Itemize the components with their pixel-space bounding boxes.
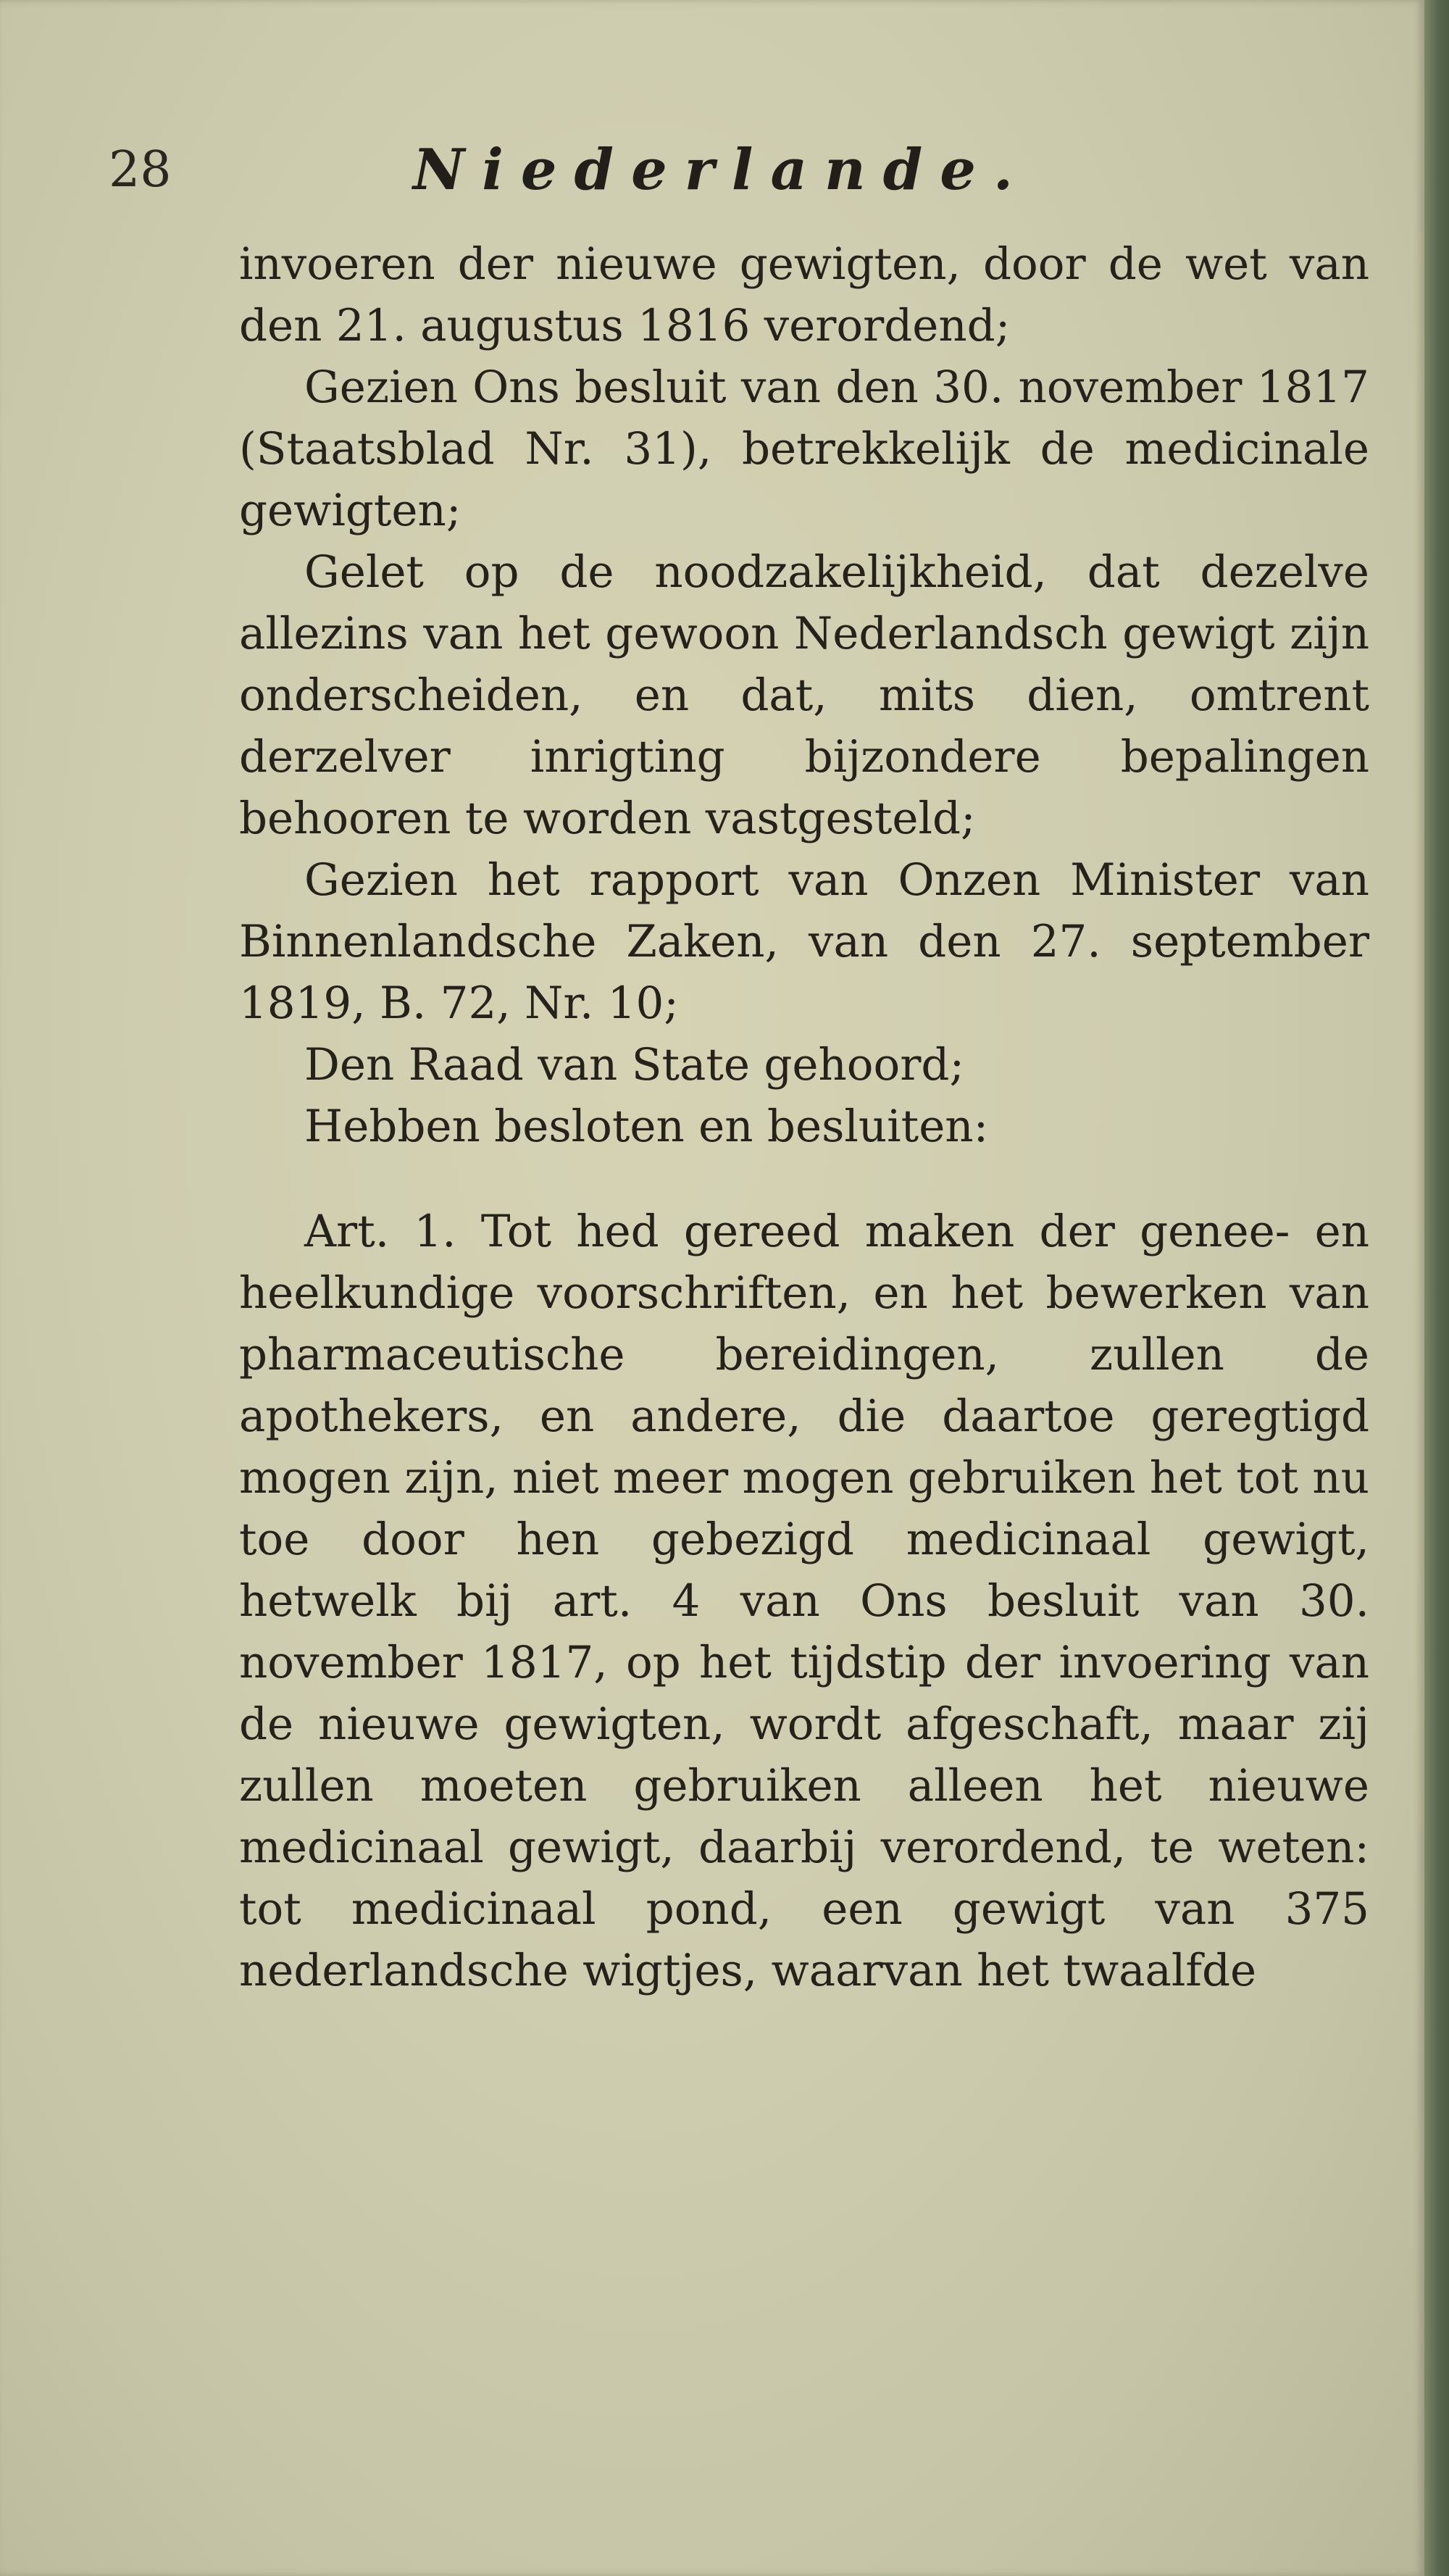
page-edge xyxy=(1424,0,1449,2576)
paragraph-gezien-besluit: Gezien Ons besluit van den 30. november 1817 (Staatsblad Nr. 31), betrekkelijk de medicinale gewigten; xyxy=(239,362,1369,536)
page-header xyxy=(109,130,1340,210)
paragraph-gezien-rapport: Gezien het rapport van Onzen Minister van Binnenlandsche Zaken, van den 27. september 1819, B. 72, Nr. 10; xyxy=(239,854,1369,1029)
page-number: 28 xyxy=(109,141,172,199)
paragraph-continuation: invoeren der nieuwe gewigten, door de wet van den 21. augustus 1816 verordend; xyxy=(239,238,1369,351)
paragraph-gelet-op: Gelet op de noodzakelijkheid, dat dezelve allezins van het gewoon Nederlandsch gewigt zijn onderscheiden, en dat, mits dien, omtrent derzelver inrigting bijzondere bepalingen behooren te worden vastgesteld; xyxy=(239,546,1369,844)
paragraph-article-1: Art. 1. Tot hed gereed maken der genee- en heelkundige voorschriften, en het bewerken van pharmaceutische bereidingen, zullen de apothekers, en andere, die daartoe geregtigd mogen zijn, niet meer mogen gebruiken het tot nu toe door hen gebezigd medicinaal gewigt, hetwelk bij art. 4 van Ons besluit van 30. november 1817, op het tijdstip der invoering van de nieuwe gewigten, wordt afgeschaft, maar zij zullen moeten gebruiken alleen het nieuwe medicinaal gewigt, daarbij verordend, te weten: tot medicinaal pond, een gewigt van 375 nederlandsche wigtjes, waarvan het twaalfde xyxy=(239,1206,1369,1996)
paragraph-hebben-besloten: Hebben besloten en besluiten: xyxy=(304,1101,989,1152)
paragraph-raad-van-state: Den Raad van State gehoord; xyxy=(304,1039,965,1091)
running-title: Niederlande. xyxy=(413,137,1031,203)
body-text xyxy=(239,233,1369,2001)
